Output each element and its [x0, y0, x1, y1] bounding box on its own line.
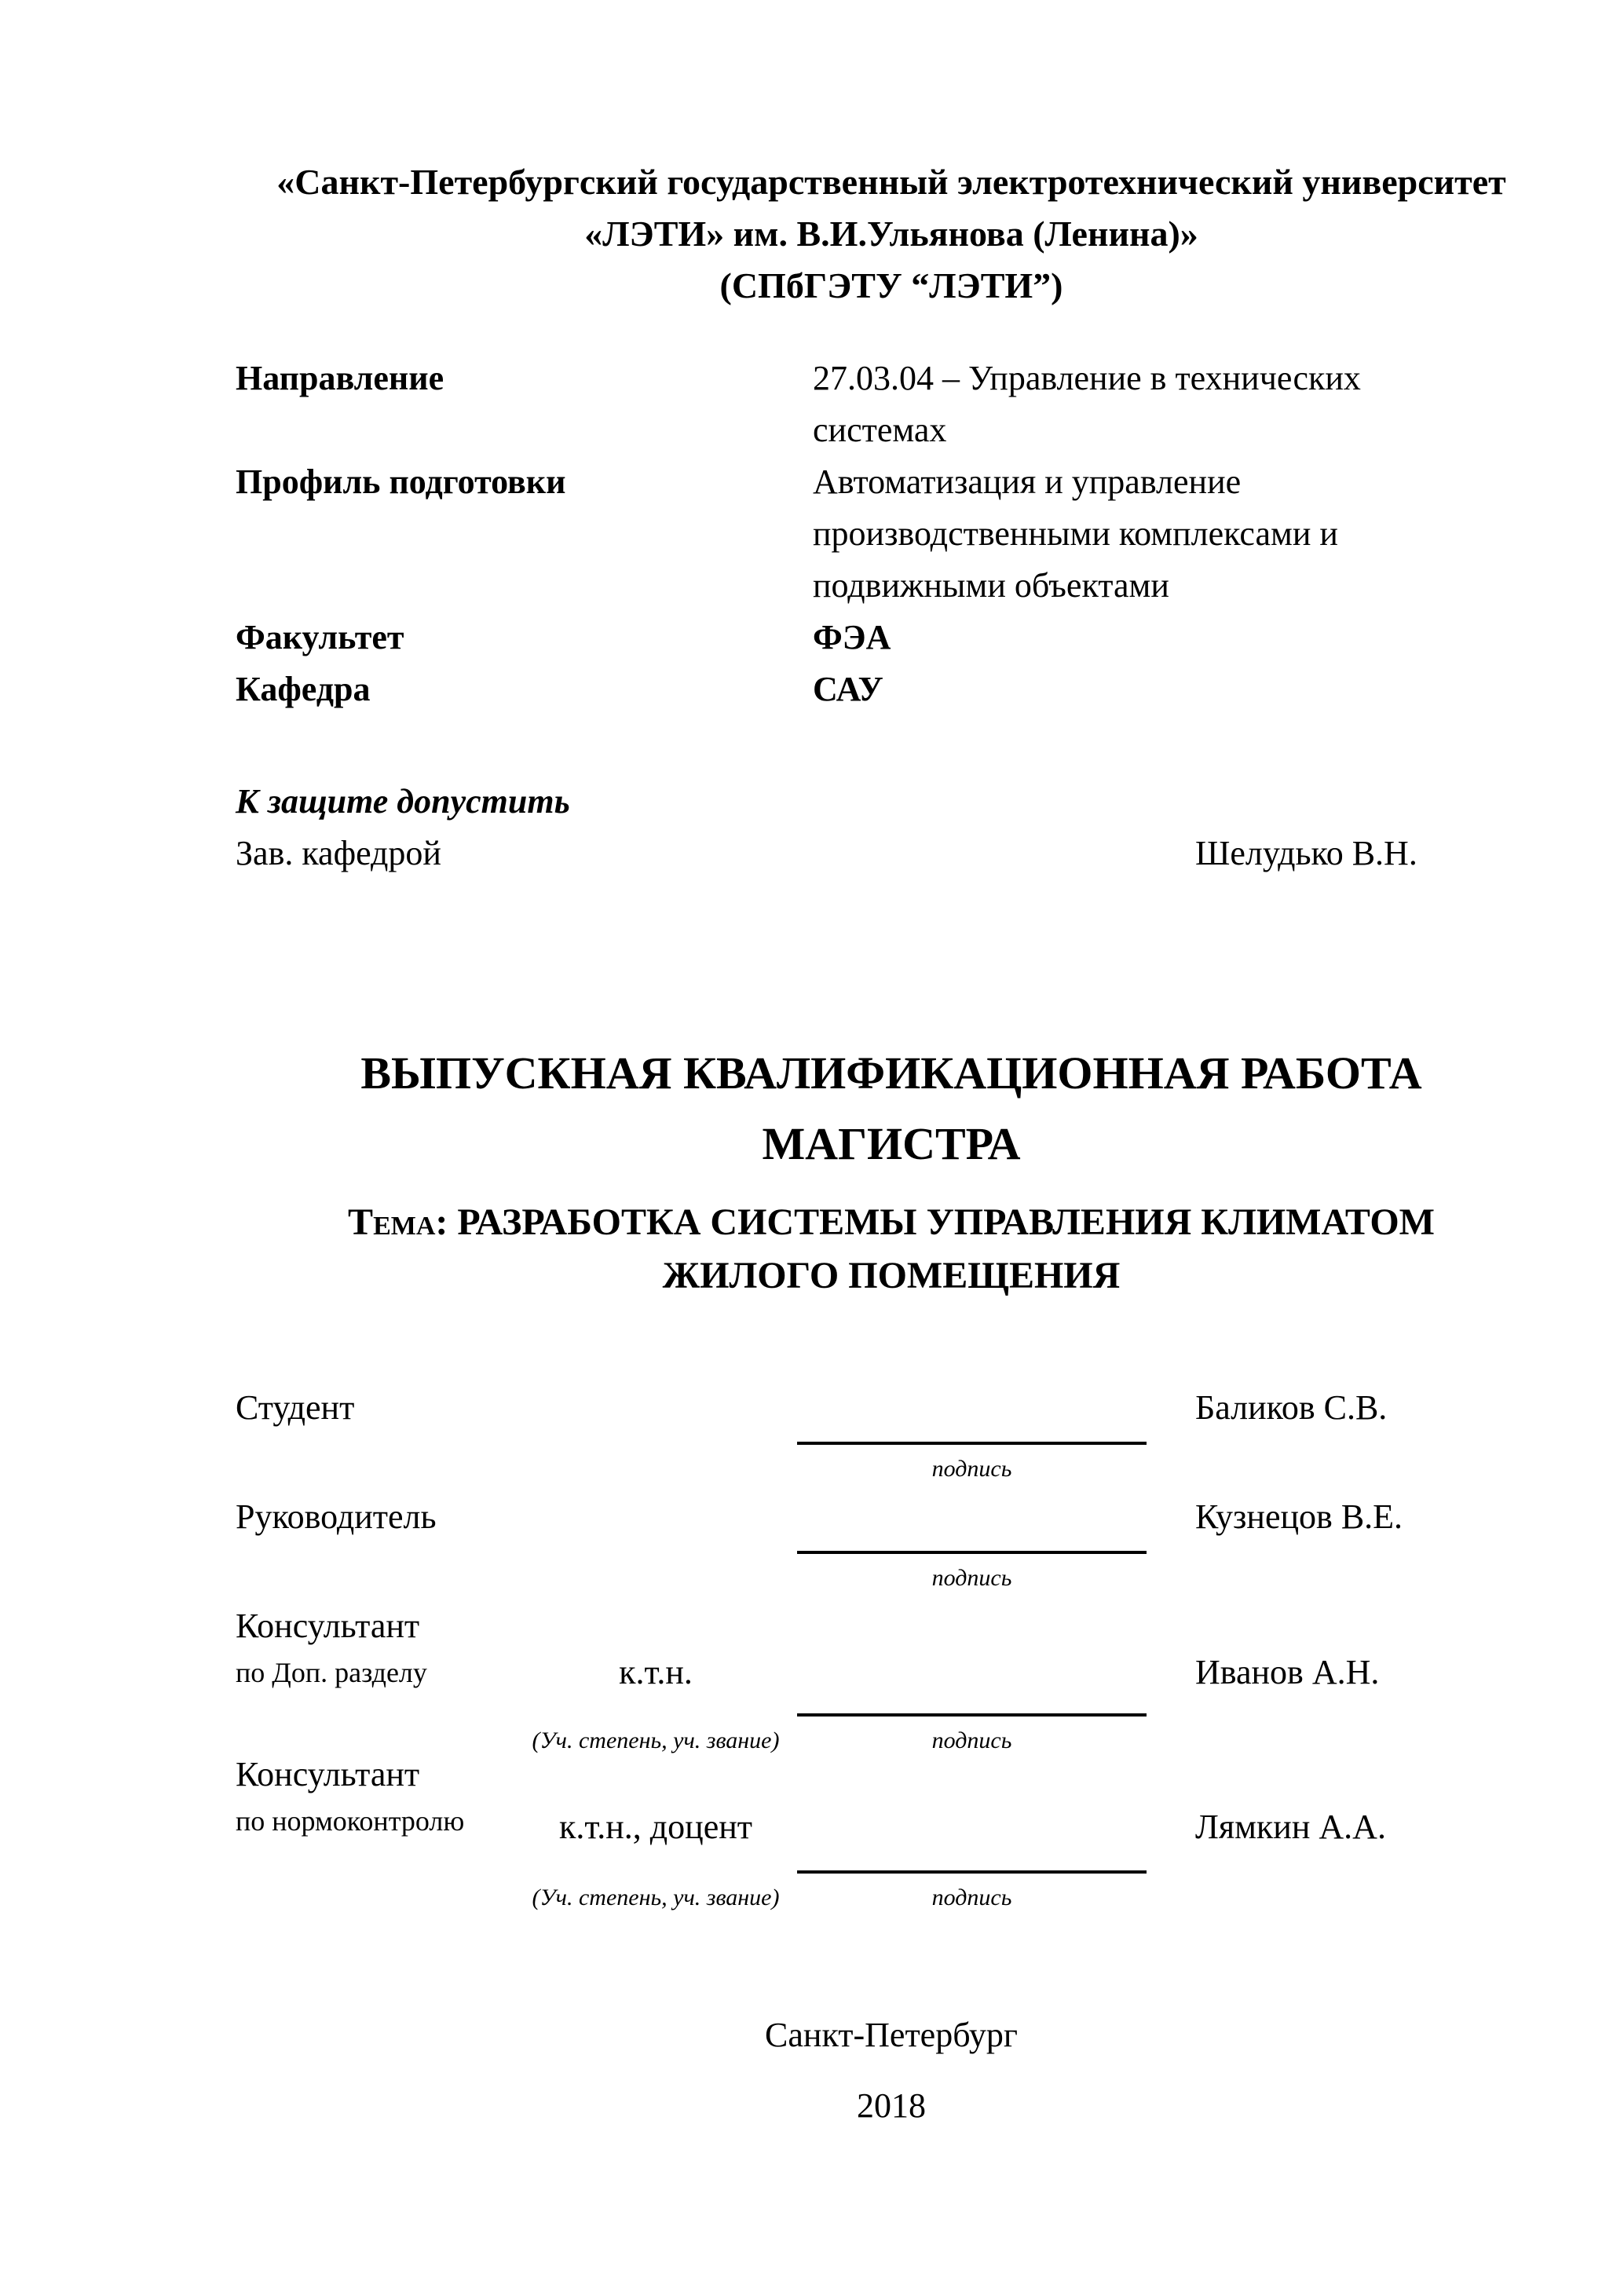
footer-city: Санкт-Петербург: [765, 2016, 1018, 2054]
meta-value-faculty: ФЭА: [813, 618, 891, 656]
university-name-line-1: «Санкт-Петербургский государственный электротехнический университет: [276, 162, 1506, 202]
approval-name: Шелудько В.Н.: [1195, 834, 1417, 872]
meta-label-profile: Профиль подготовки: [236, 462, 566, 501]
theme-text-line-1: РАЗРАБОТКА СИСТЕМЫ УПРАВЛЕНИЯ КЛИМАТОМ: [457, 1201, 1435, 1243]
footer: [236, 2000, 1547, 2141]
approval-heading: К защите допустить: [236, 782, 570, 821]
meta-label-faculty: Факультет: [236, 618, 404, 656]
signature-line-supervisor: [797, 1551, 1147, 1554]
university-header: [236, 156, 1547, 312]
signature-caption-consultant-1: подпись: [931, 1727, 1012, 1753]
thesis-title-line-1: ВЫПУСКНАЯ КВАЛИФИКАЦИОННАЯ РАБОТА: [360, 1047, 1422, 1099]
approval-role: Зав. кафедрой: [236, 834, 441, 872]
footer-year: 2018: [857, 2086, 926, 2125]
meta-section: [236, 353, 1547, 715]
signature-line-consultant-2: [797, 1870, 1147, 1874]
signature-role-detail-consultant-1: по Доп. разделу: [236, 1657, 427, 1688]
signee-name-consultant-2: Лямкин А.А.: [1195, 1808, 1386, 1846]
degree-consultant-2: к.т.н., доцент: [558, 1808, 753, 1846]
signature-role-consultant-1: Консультант: [236, 1607, 420, 1645]
signee-name-student: Баликов С.В.: [1195, 1388, 1388, 1427]
signature-role-consultant-2: Консультант: [236, 1755, 420, 1793]
signee-name-supervisor: Кузнецов В.Е.: [1195, 1497, 1403, 1536]
meta-label-department: Кафедра: [236, 670, 371, 708]
signature-line-consultant-1: [797, 1713, 1147, 1717]
theme-label: Тема:: [348, 1201, 448, 1243]
degree-caption-consultant-1: (Уч. степень, уч. звание): [532, 1727, 780, 1753]
meta-value-department: САУ: [813, 670, 883, 708]
signature-role-student: Студент: [236, 1388, 355, 1427]
university-name-line-2: «ЛЭТИ» им. В.И.Ульянова (Ленина)»: [584, 214, 1198, 254]
meta-value-profile: Автоматизация и управление производственными комплексами и подвижными объектами: [813, 462, 1338, 605]
signature-role-supervisor: Руководитель: [236, 1497, 437, 1536]
signee-name-consultant-1: Иванов А.Н.: [1195, 1653, 1380, 1691]
degree-caption-consultant-2: (Уч. степень, уч. звание): [532, 1885, 780, 1910]
thesis-title-line-2: МАГИСТРА: [762, 1118, 1021, 1169]
meta-value-direction: 27.03.04 – Управление в технических системах: [813, 359, 1361, 449]
degree-consultant-1: к.т.н.: [619, 1653, 693, 1691]
meta-label-direction: Направление: [236, 359, 444, 397]
thesis-theme-line-1: [236, 1196, 1547, 1249]
signature-caption-student: подпись: [931, 1456, 1012, 1482]
signature-caption-supervisor: подпись: [931, 1565, 1012, 1591]
university-abbreviation: (СПбГЭТУ “ЛЭТИ”): [719, 265, 1063, 305]
thesis-theme-line-2: ЖИЛОГО ПОМЕЩЕНИЯ: [662, 1255, 1121, 1296]
signature-caption-consultant-2: подпись: [931, 1885, 1012, 1910]
signature-line-student: [797, 1442, 1147, 1445]
signature-role-detail-consultant-2: по нормоконтролю: [236, 1805, 465, 1837]
